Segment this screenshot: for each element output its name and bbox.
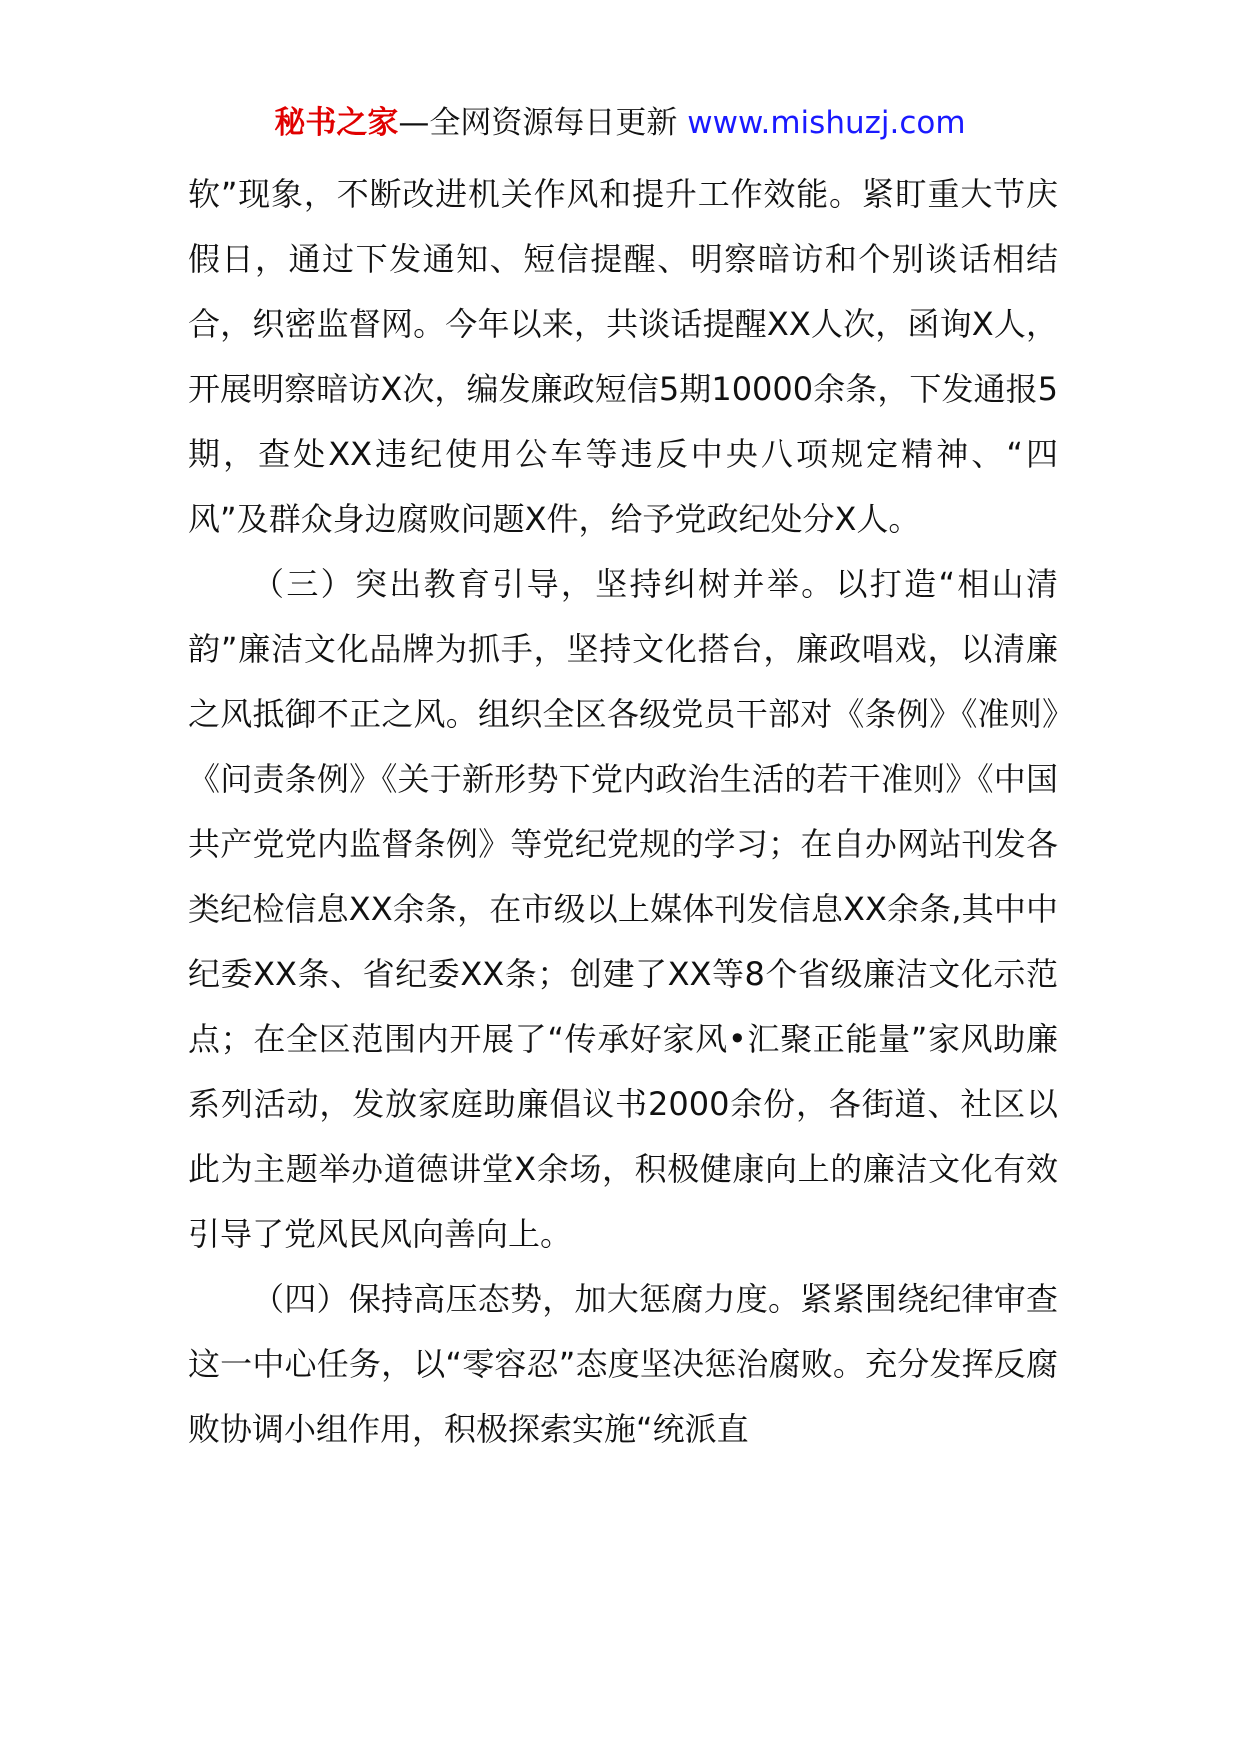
page-header [0,100,1240,146]
header-tagline: —全网资源每日更新 [398,105,678,141]
brand-name: 秘书之家 [274,105,399,141]
document-body [188,162,1058,1462]
paragraph-1: 软”现象，不断改进机关作风和提升工作效能。紧盯重大节庆假日，通过下发通知、短信提醒、明察暗访和个别谈话相结合，织密监督网。今年以来，共谈话提醒XX人次，函询X人，开展明察暗访X次，编发廉政短信5期10000余条，下发通报5期，查处XX违纪使用公车等违反中央八项规定精神、“四风”及群众身边腐败问题X件，给予党政纪处分X人。 [188,175,1058,538]
paragraph-2: （三）突出教育引导，坚持纠树并举。以打造“相山清韵”廉洁文化品牌为抓手，坚持文化搭台，廉政唱戏，以清廉之风抵御不正之风。组织全区各级党员干部对《条例》《准则》《问责条例》《关于新形势下党内政治生活的若干准则》《中国共产党党内监督条例》等党纪党规的学习；在自办网站刊发各类纪检信息XX余条，在市级以上媒体刊发信息XX余条,其中中纪委XX条、省纪委XX条；创建了XX等8个省级廉洁文化示范点；在全区范围内开展了“传承好家风•汇聚正能量”家风助廉系列活动，发放家庭助廉倡议书2000余份，各街道、社区以此为主题举办道德讲堂X余场，积极健康向上的廉洁文化有效引导了党风民风向善向上。 [188,565,1058,1253]
paragraph-3: （四）保持高压态势，加大惩腐力度。紧紧围绕纪律审查这一中心任务，以“零容忍”态度坚决惩治腐败。充分发挥反腐败协调小组作用，积极探索实施“统派直 [188,1280,1058,1448]
site-url-link[interactable]: www.mishuzj.com [687,105,966,141]
